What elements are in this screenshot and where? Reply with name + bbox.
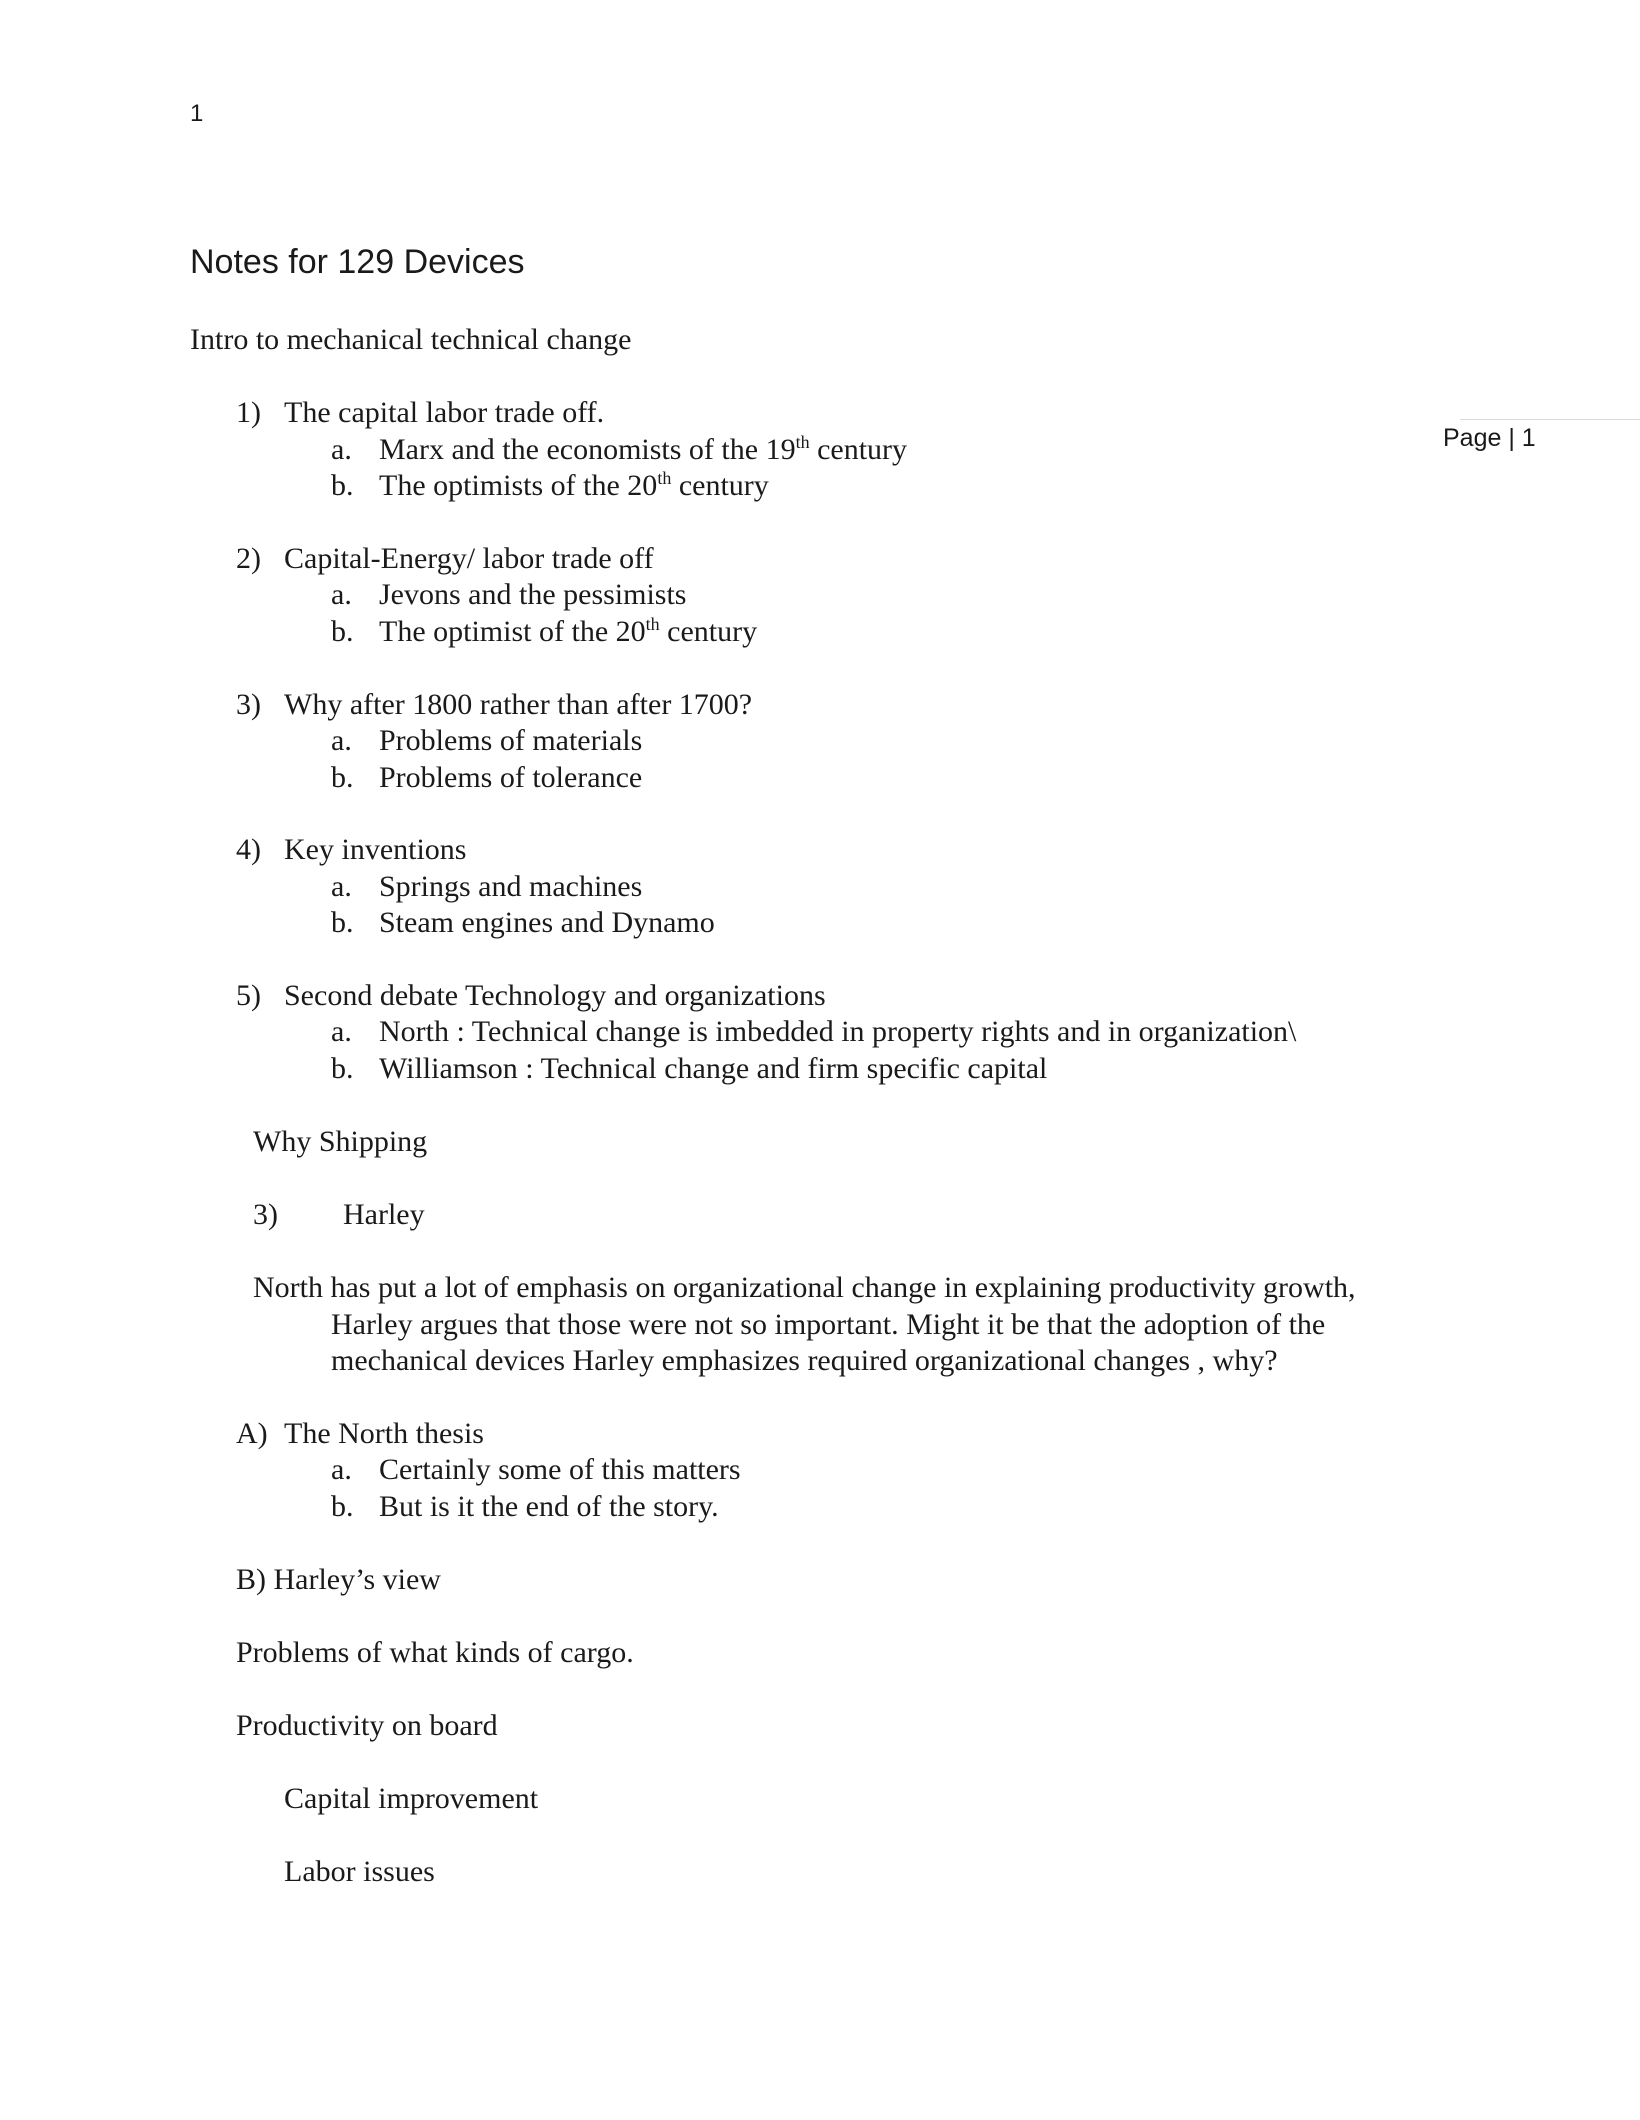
list-item-Aa (331, 1452, 741, 1488)
list-text: Problems of tolerance (379, 761, 643, 794)
list-item-3a (331, 723, 642, 759)
list-text: North : Technical change is imbedded in property rights and in organization\ (379, 1015, 1297, 1048)
line-cargo: Problems of what kinds of cargo. (236, 1636, 634, 1669)
paragraph-line-2: Harley argues that those were not so important. Might it be that the adoption of the (331, 1308, 1326, 1341)
list-item-1a: a. Marx and the economists of the 19th century (331, 432, 908, 466)
list-item-5 (236, 978, 826, 1014)
list-item-5a (331, 1014, 1296, 1050)
list-marker: 2) (236, 542, 261, 575)
page-tab-label: Page (1443, 424, 1502, 452)
list-text: Capital-Energy/ labor trade off (284, 542, 654, 575)
list-item-2a (331, 577, 687, 613)
list-marker: a. (331, 578, 352, 611)
list-text: Williamson : Technical change and firm specific capital (379, 1052, 1048, 1085)
list-text: Second debate Technology and organizations (284, 979, 826, 1012)
list-marker: b. (331, 1490, 354, 1523)
list-text: Springs and machines (379, 870, 643, 903)
paragraph-line-3: mechanical devices Harley emphasizes required organizational changes , why? (331, 1344, 1278, 1377)
list-text: The capital labor trade off. (284, 396, 605, 429)
list-text: The North thesis (284, 1417, 484, 1450)
list-marker: b. (331, 615, 354, 648)
list-item-4a (331, 869, 642, 905)
document-title: Notes for 129 Devices (190, 243, 525, 281)
intro-line: Intro to mechanical technical change (190, 323, 632, 356)
list-item-3 (236, 687, 752, 723)
list-item-2 (236, 541, 654, 577)
list-text: Why after 1800 rather than after 1700? (284, 688, 753, 721)
line-productivity: Productivity on board (236, 1709, 498, 1742)
list-item-3b (331, 760, 642, 796)
list-item-harley (253, 1197, 425, 1233)
header-page-number: 1 (190, 100, 204, 127)
list-text: Harley (343, 1198, 425, 1231)
list-item-Ab (331, 1489, 719, 1525)
list-marker: a. (331, 870, 352, 903)
list-marker: a. (331, 433, 352, 466)
list-text: Steam engines and Dynamo (379, 906, 715, 939)
list-marker: b. (331, 906, 354, 939)
list-item-1b: b. The optimists of the 20th century (331, 468, 769, 502)
page-tab-rule (1460, 419, 1640, 420)
list-marker: 4) (236, 833, 261, 866)
list-marker: 3) (236, 688, 261, 721)
paragraph-line-1: North has put a lot of emphasis on organizational change in explaining productivity growth, (253, 1271, 1356, 1304)
page-tab-number: 1 (1521, 424, 1536, 452)
page-tab-separator: | (1508, 424, 1515, 452)
list-marker: a. (331, 1453, 352, 1486)
list-marker: b. (331, 761, 354, 794)
list-text: But is it the end of the story. (379, 1490, 719, 1523)
list-marker: b. (331, 1052, 354, 1085)
list-marker: A) (236, 1417, 268, 1450)
heading-harley-view: B) Harley’s view (236, 1563, 441, 1596)
list-marker: b. (331, 469, 354, 502)
list-item-2b: b. The optimist of the 20th century (331, 614, 758, 648)
list-text: Key inventions (284, 833, 467, 866)
list-text: Certainly some of this matters (379, 1453, 741, 1486)
heading-why-shipping: Why Shipping (253, 1125, 428, 1158)
list-item-1 (236, 395, 604, 431)
list-item-4 (236, 832, 466, 868)
list-marker: 5) (236, 979, 261, 1012)
list-text: Jevons and the pessimists (379, 578, 687, 611)
page-tab (1443, 424, 1536, 453)
list-marker: a. (331, 1015, 352, 1048)
list-item-A (236, 1416, 484, 1452)
line-labor-issues: Labor issues (284, 1855, 435, 1888)
list-marker: a. (331, 724, 352, 757)
list-marker: 3) (253, 1198, 278, 1231)
list-item-4b (331, 905, 715, 941)
list-marker: 1) (236, 396, 261, 429)
line-capital-improvement: Capital improvement (284, 1782, 539, 1815)
list-text: Problems of materials (379, 724, 643, 757)
list-item-5b (331, 1051, 1047, 1087)
